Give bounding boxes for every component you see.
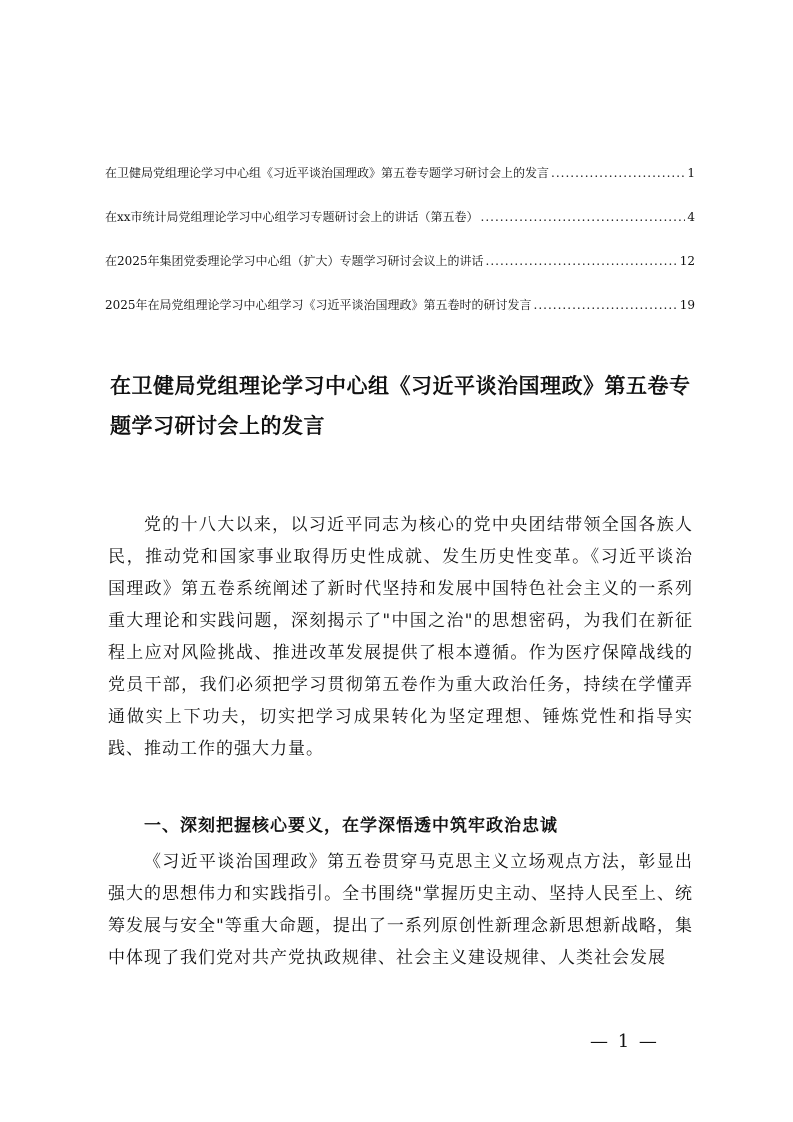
toc-entry[interactable] (105, 294, 695, 316)
section-heading: 一、深刻把握核心要义，在学深悟透中筑牢政治忠诚 (144, 816, 558, 836)
toc-entry-title[interactable]: 2025年在局党组理论学习中心组学习《习近平谈治国理政》第五卷时的研讨发言 (105, 298, 532, 312)
toc-entry-title[interactable]: 在卫健局党组理论学习中心组《习近平谈治国理政》第五卷专题学习研讨会上的发言 (105, 166, 550, 180)
table-of-contents (105, 162, 695, 338)
page-number: — 1 — (590, 1031, 659, 1052)
document-title: 在卫健局党组理论学习中心组《习近平谈治国理政》第五卷专题学习研讨会上的发言 (110, 374, 691, 438)
body-paragraph: 《习近平谈治国理政》第五卷贯穿马克思主义立场观点方法，彰显出强大的思想伟力和实践指引。全书围绕"掌握历史主动、坚持人民至上、统筹发展与安全"等重大命题，提出了一系列原创性新理念新思想新战略，集中体现了我们党对共产党执政规律、社会主义建设规律、人类社会发展 (108, 852, 693, 968)
toc-entry[interactable] (105, 250, 695, 272)
toc-entry-page[interactable]: 1 (687, 166, 695, 180)
toc-leader-dots (486, 250, 678, 272)
body-paragraph: 党的十八大以来，以习近平同志为核心的党中央团结带领全国各族人民，推动党和国家事业取得历史性成就、发生历史性变革。《习近平谈治国理政》第五卷系统阐述了新时代坚持和发展中国特色社会主义的一系列重大理论和实践问题，深刻揭示了"中国之治"的思想密码，为我们在新征程上应对风险挑战、推进改革发展提供了根本遵循。作为医疗保障战线的党员干部，我们必须把学习贯彻第五卷作为重大政治任务，持续在学懂弄通做实上下功夫，切实把学习成果转化为坚定理想、锤炼党性和指导实践、推动工作的强大力量。 (108, 515, 693, 759)
toc-leader-dots (481, 206, 686, 228)
toc-entry-page[interactable]: 19 (679, 298, 695, 312)
toc-leader-dots (551, 162, 685, 184)
toc-entry[interactable] (105, 206, 695, 228)
toc-entry-title[interactable]: 在xx市统计局党组理论学习中心组学习专题研讨会上的讲话（第五卷） (105, 210, 479, 224)
toc-entry-page[interactable]: 12 (679, 254, 695, 268)
toc-entry-page[interactable]: 4 (687, 210, 695, 224)
toc-entry-title[interactable]: 在2025年集团党委理论学习中心组（扩大）专题学习研讨会议上的讲话 (105, 254, 484, 268)
toc-entry[interactable] (105, 162, 695, 184)
toc-leader-dots (534, 294, 678, 316)
